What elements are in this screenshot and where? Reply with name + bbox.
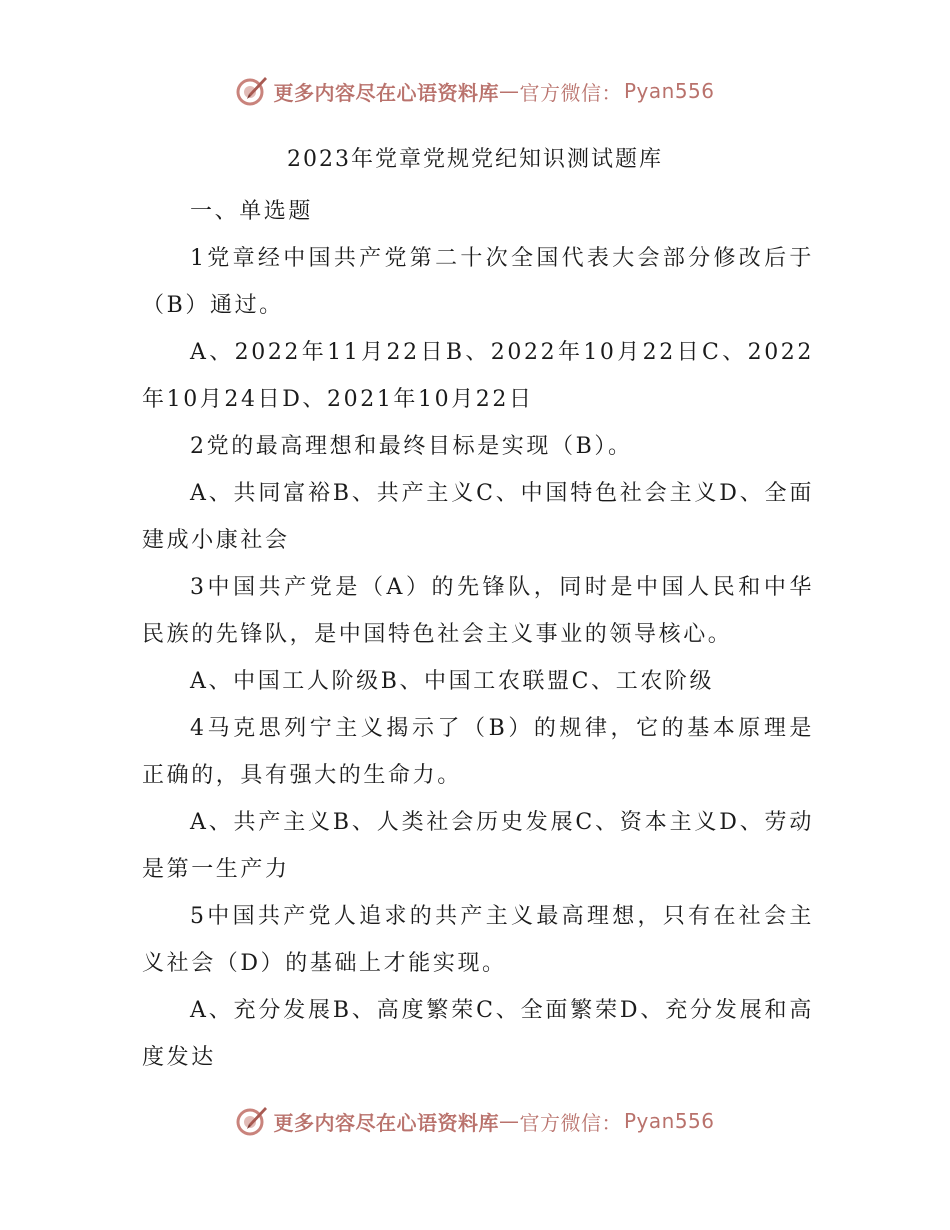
- question-5-options: A、充分发展B、高度繁荣C、全面繁荣D、充分发展和高度发达: [142, 998, 814, 1070]
- question-2-options: A、共同富裕B、共产主义C、中国特色社会主义D、全面建成小康社会: [142, 481, 814, 553]
- watermark-wechat-label: 官方微信：: [519, 80, 622, 105]
- question-1: 1党章经中国共产党第二十次全国代表大会部分修改后于（B）通过。: [142, 246, 814, 318]
- question-3: 3中国共产党是（A）的先锋队，同时是中国人民和中华民族的先锋队，是中国特色社会主义事业的领导核心。: [142, 575, 814, 647]
- question-3-options: A、中国工人阶级B、中国工农联盟C、工农阶级: [190, 669, 715, 694]
- watermark-text: 更多内容尽在心语资料库: [273, 80, 499, 105]
- document-body: [142, 188, 814, 1081]
- question-1-options: A、2022年11月22日B、2022年10月22日C、2022年10月24日D、2021年10月22日: [142, 340, 814, 412]
- question-4-options: A、共产主义B、人类社会历史发展C、资本主义D、劳动是第一生产力: [142, 810, 814, 882]
- watermark-wechat-id: Pyan556: [623, 1109, 715, 1133]
- pen-logo-icon: [235, 1104, 269, 1138]
- section-heading: 一、单选题: [190, 199, 314, 224]
- watermark-dash: —: [498, 1109, 520, 1133]
- watermark-dash: —: [498, 79, 520, 103]
- pen-logo-icon: [235, 74, 269, 108]
- watermark-text: 更多内容尽在心语资料库: [273, 1110, 499, 1135]
- question-2: 2党的最高理想和最终目标是实现（B）。: [190, 434, 633, 459]
- watermark-wechat-id: Pyan556: [623, 79, 715, 103]
- watermark-wechat-label: 官方微信：: [519, 1110, 622, 1135]
- watermark-header: [0, 71, 950, 111]
- watermark-footer: [0, 1101, 950, 1141]
- question-5: 5中国共产党人追求的共产主义最高理想，只有在社会主义社会（D）的基础上才能实现。: [142, 904, 814, 976]
- document-title: 2023年党章党规党纪知识测试题库: [287, 147, 663, 172]
- question-4: 4马克思列宁主义揭示了（B）的规律，它的基本原理是正确的，具有强大的生命力。: [142, 716, 814, 788]
